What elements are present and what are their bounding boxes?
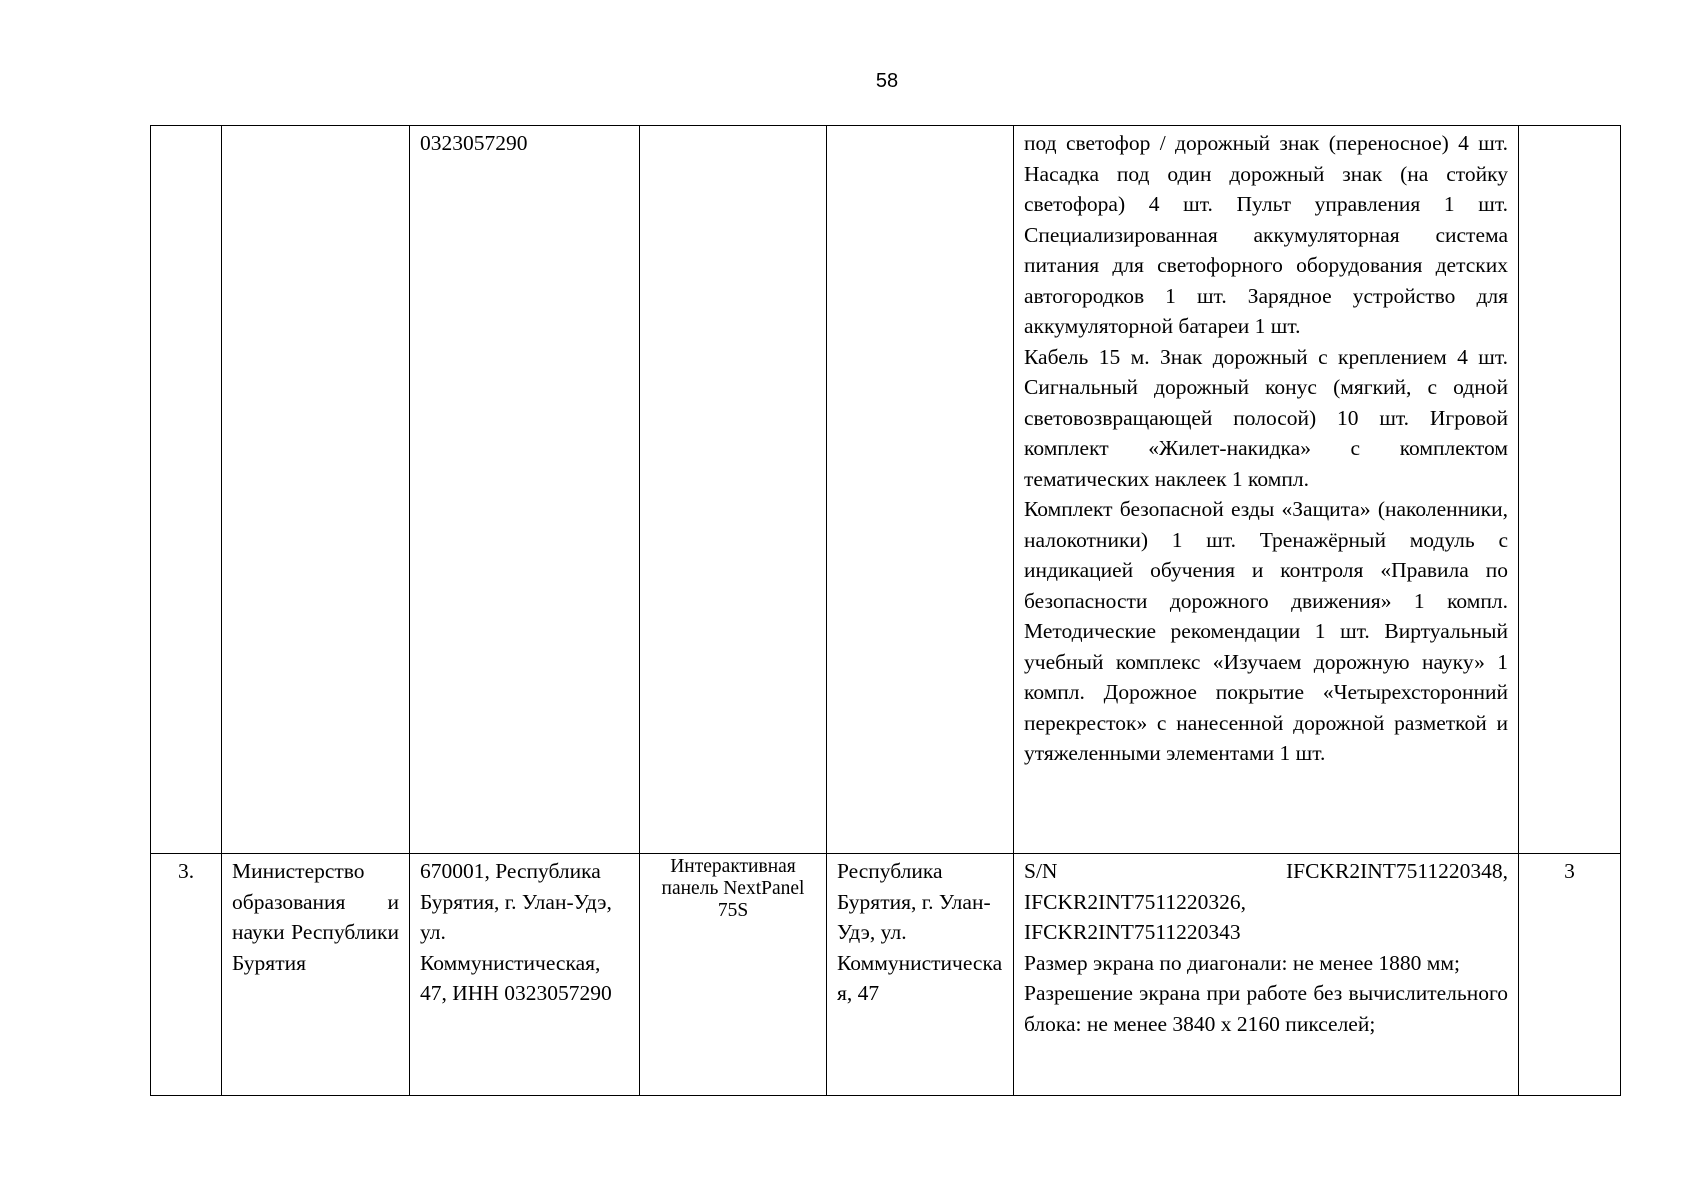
table-row-3 [151, 854, 1621, 1096]
spec-item: Разрешение экрана при работе без вычислительного блока: не менее 3840 х 2160 пикселей; [1024, 981, 1508, 1036]
serial-label: S/N [1024, 859, 1058, 883]
installation-location: Республика Бурятия, г. Улан-Удэ, ул. Коммунистическая, 47 [827, 854, 1014, 1096]
equipment-specs [1014, 854, 1519, 1096]
cell-description [1014, 126, 1519, 854]
page-number: 58 [875, 70, 899, 92]
description-paragraph: под светофор / дорожный знак (переносное) 4 шт. Насадка под один дорожный знак (на стойку светофора) 4 шт. Пульт управления 1 шт. Специализированная аккумуляторная система питания для светофорного оборудования детских автогородков 1 шт. Зарядное устройство для аккумуляторной батареи 1 шт. [1024, 131, 1508, 338]
address-inn: 670001, Республика Бурятия, г. Улан-Удэ, ул. Коммунистическая, 47, ИНН 0323057290 [410, 854, 640, 1096]
equipment-name: Интерактивная панель NextPanel 75S [640, 854, 827, 1096]
table-row-continued [151, 126, 1621, 854]
cell-equipment [640, 126, 827, 854]
description-paragraph: Комплект безопасной езды «Защита» (наколенники, налокотники) 1 шт. Тренажёрный модуль с индикацией обучения и контроля «Правила по безопасности дорожного движения» 1 компл. Методические рекомендации 1 шт. Виртуальный учебный комплекс «Изучаем дорожную науку» 1 компл. Дорожное покрытие «Четырехсторонний перекресток» с нанесенной дорожной разметкой и утяжеленными элементами 1 шт. [1024, 497, 1508, 765]
serial-number: IFCKR2INT7511220343 [1024, 920, 1241, 944]
serial-numbers-line [1024, 856, 1508, 887]
row-number: 3. [151, 854, 222, 1096]
spec-item: Размер экрана по диагонали: не менее 1880 мм; [1024, 950, 1460, 975]
equipment-table [150, 125, 1621, 1096]
organization-name: Министерство образования и науки Республики Бурятия [222, 854, 410, 1096]
cell-number [151, 126, 222, 854]
description-paragraph: Кабель 15 м. Знак дорожный с креплением 4 шт. Сигнальный дорожный конус (мягкий, с одной световозвращающей полосой) 10 шт. Игровой комплект «Жилет-накидка» с комплектом тематических наклеек 1 компл. [1024, 344, 1508, 491]
serial-number: IFCKR2INT7511220326, [1024, 889, 1246, 914]
cell-quantity [1519, 126, 1621, 854]
serial-number: IFCKR2INT7511220348, [1286, 859, 1508, 883]
cell-address-inn [410, 126, 640, 854]
inn-text: 0323057290 [420, 131, 528, 155]
cell-organization [222, 126, 410, 854]
cell-location [827, 126, 1014, 854]
quantity-value: 3 [1519, 854, 1621, 1096]
